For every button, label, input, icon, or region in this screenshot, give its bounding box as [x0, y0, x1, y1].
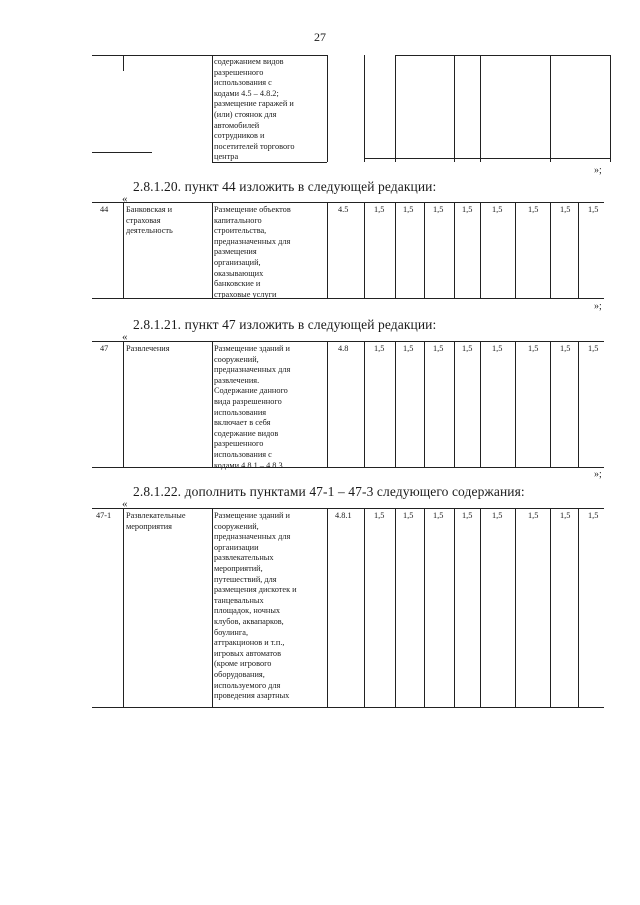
table-rule: [578, 508, 579, 707]
table-rule: [92, 55, 212, 56]
table-rule: [480, 341, 481, 467]
closing-quote: »;: [594, 469, 602, 480]
table-rule: [327, 55, 328, 162]
row-value: 1,5: [588, 511, 599, 520]
table-rule: [92, 707, 604, 708]
row-value: 1,5: [588, 205, 599, 214]
table-rule: [92, 467, 604, 468]
table-rule: [364, 508, 365, 707]
row-value: 1,5: [560, 511, 571, 520]
row-number: 44: [100, 205, 109, 214]
table-rule: [454, 202, 455, 298]
row-name: Банковская и страховая деятельность: [126, 205, 173, 236]
table-rule: [123, 508, 124, 707]
fragment-description: содержанием видов разрешенного использования с кодами 4.5 – 4.8.2; размещение гаражей и (или) стоянок для автомобилей сотрудников и посетителей торгового центра: [214, 57, 295, 162]
table-rule: [578, 341, 579, 467]
opening-quote: «: [122, 498, 128, 510]
row-value: 1,5: [433, 205, 444, 214]
row-value: 1,5: [462, 511, 473, 520]
row-value: 1,5: [462, 344, 473, 353]
row-value: 1,5: [492, 344, 503, 353]
table-rule: [610, 55, 611, 162]
row-name: Развлекательные мероприятия: [126, 511, 186, 531]
table-rule: [424, 341, 425, 467]
page-number: 27: [314, 30, 326, 44]
table-rule: [123, 341, 124, 467]
row-code: 4.8: [338, 344, 349, 353]
table-rule: [515, 341, 516, 467]
table-rule: [578, 202, 579, 298]
table-rule: [550, 508, 551, 707]
row-value: 1,5: [433, 511, 444, 520]
row-code: 4.5: [338, 205, 349, 214]
row-value: 1,5: [492, 511, 503, 520]
row-description: Размещение объектов капитального строительства, предназначенных для размещения организаций, оказывающих банковские и страховые услуги: [214, 205, 291, 299]
row-value: 1,5: [560, 205, 571, 214]
table-rule: [480, 202, 481, 298]
table-rule: [515, 508, 516, 707]
table-rule: [395, 55, 396, 162]
row-value: 1,5: [528, 511, 539, 520]
table-rule: [212, 202, 213, 298]
table-rule: [550, 341, 551, 467]
table-rule: [92, 508, 604, 509]
table-rule: [327, 202, 328, 298]
row-value: 1,5: [374, 205, 385, 214]
table-rule: [92, 341, 604, 342]
section-heading: 2.8.1.22. дополнить пунктами 47-1 – 47-3 следующего содержания:: [133, 484, 525, 499]
table-rule: [212, 341, 213, 467]
table-rule: [454, 508, 455, 707]
table-rule: [92, 152, 152, 153]
table-rule: [454, 55, 455, 162]
table-rule: [92, 298, 604, 299]
table-rule: [424, 202, 425, 298]
row-value: 1,5: [588, 344, 599, 353]
table-rule: [123, 55, 124, 71]
closing-quote: »;: [594, 301, 602, 312]
opening-quote: «: [122, 193, 128, 205]
section-heading: 2.8.1.20. пункт 44 изложить в следующей редакции:: [133, 179, 437, 194]
table-rule: [424, 508, 425, 707]
row-number: 47-1: [96, 511, 112, 520]
table-rule: [515, 202, 516, 298]
table-rule: [212, 55, 327, 56]
row-value: 1,5: [528, 205, 539, 214]
row-value: 1,5: [433, 344, 444, 353]
row-name: Развлечения: [126, 344, 170, 353]
table-rule: [454, 341, 455, 467]
table-rule: [395, 55, 610, 56]
table-rule: [212, 508, 213, 707]
row-code: 4.8.1: [335, 511, 352, 520]
table-rule: [364, 55, 365, 162]
closing-quote: »;: [594, 165, 602, 176]
table-rule: [480, 55, 481, 162]
table-rule: [550, 55, 551, 162]
row-value: 1,5: [403, 205, 414, 214]
table-rule: [364, 341, 365, 467]
table-rule: [550, 202, 551, 298]
table-rule: [212, 55, 213, 162]
row-value: 1,5: [374, 511, 385, 520]
row-value: 1,5: [374, 344, 385, 353]
row-number: 47: [100, 344, 109, 353]
row-value: 1,5: [492, 205, 503, 214]
row-value: 1,5: [560, 344, 571, 353]
table-rule: [395, 508, 396, 707]
table-rule: [364, 158, 610, 159]
table-rule: [327, 341, 328, 467]
row-description: Размещение зданий и сооружений, предназначенных для организации развлекательных мероприятий, путешествий, для размещения дискотек и танцевальных площадок, ночных клубов, аквапарков, боулинга, аттракционов и т.п., игровых автоматов (кроме игрового оборудования, используемого для проведения азартных: [214, 511, 297, 701]
table-rule: [123, 202, 124, 298]
table-rule: [480, 508, 481, 707]
section-heading: 2.8.1.21. пункт 47 изложить в следующей редакции:: [133, 317, 437, 332]
row-value: 1,5: [462, 205, 473, 214]
opening-quote: «: [122, 331, 128, 343]
row-value: 1,5: [403, 344, 414, 353]
row-value: 1,5: [528, 344, 539, 353]
table-rule: [364, 202, 365, 298]
table-rule: [92, 202, 604, 203]
row-value: 1,5: [403, 511, 414, 520]
table-rule: [327, 508, 328, 707]
table-rule: [395, 341, 396, 467]
row-description: Размещение зданий и сооружений, предназначенных для развлечения. Содержание данного вида разрешенного использования включает в себя содержание видов разрешенного использования с кодами 4.8.1 – 4.8.3: [214, 344, 291, 470]
table-rule: [395, 202, 396, 298]
